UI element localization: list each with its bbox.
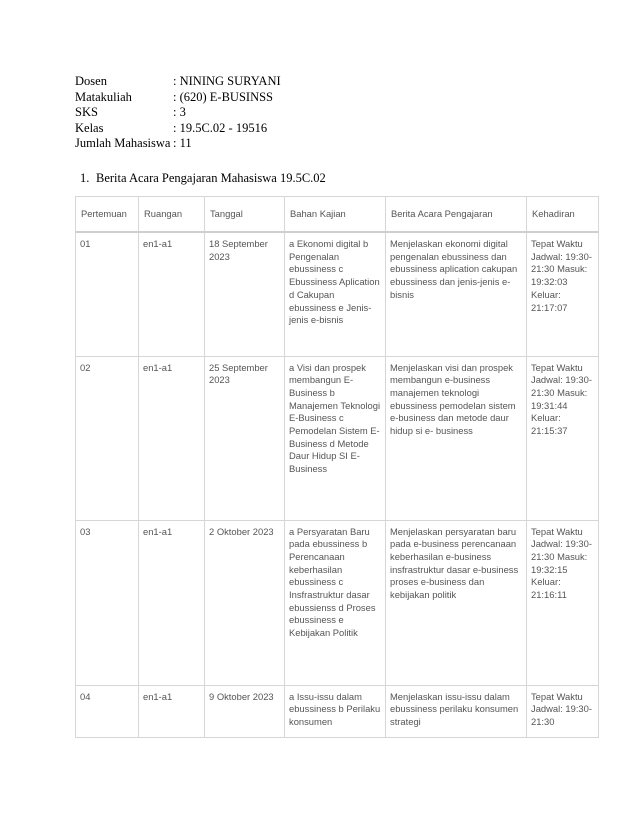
header-berita-acara: Berita Acara Pengajaran <box>386 197 527 233</box>
sks-value: : 3 <box>173 105 186 119</box>
cell-pertemuan: 02 <box>76 356 139 520</box>
kelas-label: Kelas <box>75 120 104 135</box>
cell-berita-acara: Menjelaskan ekonomi digital pengenalan ebussiness dan ebussiness aplication cakupan ebussiness dan jenis-jenis e-bisnis <box>386 232 527 356</box>
cell-bahan-kajian: a Ekonomi digital b Pengenalan ebussiness c Ebussiness Aplication d Cakupan ebussiness e Jenis-jenis e-bisnis <box>285 232 386 356</box>
dosen-label: Dosen <box>75 74 107 88</box>
cell-pertemuan: 01 <box>76 232 139 356</box>
cell-bahan-kajian: a Issu-issu dalam ebussiness b Perilaku konsumen <box>285 685 386 737</box>
jumlah-value: : 11 <box>173 136 192 150</box>
table-row <box>76 232 599 356</box>
header-kehadiran: Kehadiran <box>527 197 599 233</box>
section-title-text: Berita Acara Pengajaran Mahasiswa 19.5C.02 <box>96 171 326 185</box>
cell-kehadiran: Tepat Waktu Jadwal: 19:30-21:30 Masuk: 19:31:44 Keluar: 21:15:37 <box>527 356 599 520</box>
cell-pertemuan: 03 <box>76 520 139 685</box>
header-bahan-kajian: Bahan Kajian <box>285 197 386 233</box>
header-pertemuan: Pertemuan <box>76 197 139 233</box>
section-number: 1. <box>80 171 90 185</box>
info-matakuliah <box>75 90 281 106</box>
dosen-value: : NINING SURYANI <box>173 74 281 88</box>
cell-berita-acara: Menjelaskan persyaratan baru pada e-business perencanaan keberhasilan e-business insfrastruktur dasar e-business proses e-business dan kebijakan politik <box>386 520 527 685</box>
table-row <box>76 520 599 685</box>
sks-label: SKS <box>75 105 98 119</box>
kelas-value: : 19.5C.02 - 19516 <box>173 120 268 135</box>
cell-ruangan: en1-a1 <box>139 520 205 685</box>
jumlah-label: Jumlah Mahasiswa <box>75 136 171 150</box>
cell-ruangan: en1-a1 <box>139 685 205 737</box>
header-tanggal: Tanggal <box>205 197 285 233</box>
matakuliah-value: : (620) E-BUSINSS <box>173 89 274 104</box>
table-row <box>76 685 599 737</box>
cell-pertemuan: 04 <box>76 685 139 737</box>
table-header-row <box>76 197 599 233</box>
info-dosen <box>75 74 281 90</box>
course-info <box>75 74 281 152</box>
cell-tanggal: 25 September 2023 <box>205 356 285 520</box>
cell-berita-acara: Menjelaskan issu-issu dalam ebussiness perilaku konsumen strategi <box>386 685 527 737</box>
header-ruangan: Ruangan <box>139 197 205 233</box>
cell-kehadiran: Tepat Waktu Jadwal: 19:30-21:30 Masuk: 19:32:15 Keluar: 21:16:11 <box>527 520 599 685</box>
section-title <box>80 171 326 186</box>
cell-bahan-kajian: a Visi dan prospek membangun E-Business b Manajemen Teknologi E-Business c Pemodelan Sistem E- Business d Metode Daur Hidup SI E-Business <box>285 356 386 520</box>
cell-tanggal: 18 September 2023 <box>205 232 285 356</box>
cell-berita-acara: Menjelaskan visi dan prospek membangun e-business manajemen teknologi ebussiness pemodelan sistem e-business dan metode daur hidup si e- business <box>386 356 527 520</box>
teaching-record-table <box>75 196 599 738</box>
cell-kehadiran: Tepat Waktu Jadwal: 19:30-21:30 Masuk: 19:32:03 Keluar: 21:17:07 <box>527 232 599 356</box>
info-sks <box>75 105 281 121</box>
cell-ruangan: en1-a1 <box>139 232 205 356</box>
matakuliah-label: Matakuliah <box>75 89 132 104</box>
cell-ruangan: en1-a1 <box>139 356 205 520</box>
cell-kehadiran: Tepat Waktu Jadwal: 19:30-21:30 <box>527 685 599 737</box>
cell-tanggal: 9 Oktober 2023 <box>205 685 285 737</box>
info-kelas <box>75 121 281 137</box>
cell-bahan-kajian: a Persyaratan Baru pada ebussiness b Perencanaan keberhasilan ebussiness c Insfrastruktur dasar ebussienss d Proses ebussiness e Kebijakan Politik <box>285 520 386 685</box>
cell-tanggal: 2 Oktober 2023 <box>205 520 285 685</box>
table-row <box>76 356 599 520</box>
info-jumlah <box>75 136 281 152</box>
